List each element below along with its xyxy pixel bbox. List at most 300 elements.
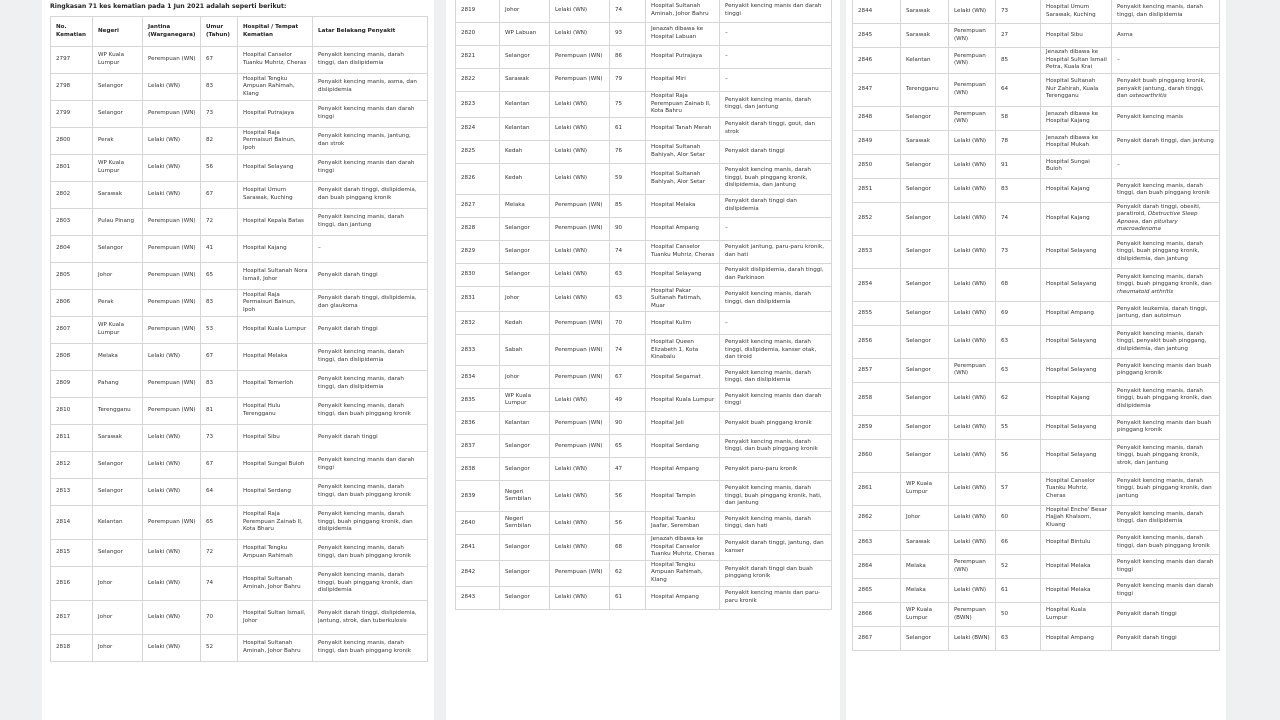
cell-age: 61 (996, 579, 1041, 603)
cell-hospital: Hospital Kajang (238, 236, 313, 263)
table-row (456, 194, 832, 217)
cell-background: Penyakit kencing manis, asma, dan dislipidemia (313, 74, 428, 101)
cell-age: 79 (610, 69, 646, 92)
table-row (51, 540, 428, 567)
cell-age: 74 (610, 0, 646, 23)
cell-hospital: Hospital Melaka (1041, 579, 1112, 603)
table-header-row (51, 17, 428, 47)
cell-gender: Lelaki (WN) (143, 635, 201, 662)
cell-state: Perak (93, 290, 143, 317)
table-row (853, 579, 1220, 603)
cell-state: Pahang (93, 371, 143, 398)
table-row (51, 344, 428, 371)
cell-age: 86 (610, 46, 646, 69)
cell-background: Penyakit kencing manis, darah tinggi, buah pinggang kronik, dislipidemia, dan jantung (1112, 235, 1220, 268)
cell-hospital: Hospital Raja Perempuan Zainab II, Kota Bahru (646, 92, 720, 118)
cell-hospital: Hospital Selayang (646, 263, 720, 286)
cell-age: 62 (996, 382, 1041, 415)
cell-state: Selangor (93, 101, 143, 128)
cell-no: 2863 (853, 531, 901, 555)
cell-background: Penyakit jantung, paru-paru kronik, dan hati (720, 240, 832, 263)
cell-gender: Lelaki (WN) (550, 140, 610, 163)
cell-background: Penyakit kencing manis dan buah pinggang kronik (1112, 358, 1220, 382)
cell-age: 58 (996, 106, 1041, 130)
cell-age: 67 (610, 366, 646, 389)
cell-gender: Perempuan (WN) (550, 69, 610, 92)
cell-gender: Lelaki (WN) (550, 481, 610, 512)
table-row (51, 74, 428, 101)
cell-hospital: Hospital Kulim (646, 312, 720, 335)
table-row (456, 458, 832, 481)
cell-state: Kelantan (93, 506, 143, 540)
cell-background: Penyakit kencing manis, darah tinggi, dan buah pinggang kronik (720, 435, 832, 458)
cell-background: Penyakit darah tinggi, obesiti, paratiroid, Obstructive Sleep Apnoea, dan pituitary macroadenoma (1112, 202, 1220, 235)
cell-state: Selangor (93, 540, 143, 567)
cell-hospital: Jenazah dibawa ke Hospital Labuan (646, 23, 720, 46)
cell-state: Selangor (901, 178, 949, 202)
cell-hospital: Hospital Selayang (1041, 439, 1112, 472)
cell-hospital: Hospital Kuala Lumpur (646, 389, 720, 412)
header-age: Umur (Tahun) (201, 17, 238, 47)
cell-gender: Perempuan (WN) (949, 24, 996, 48)
cell-no: 2858 (853, 382, 901, 415)
cell-gender: Perempuan (WN) (550, 412, 610, 435)
cell-gender: Lelaki (WN) (550, 117, 610, 140)
cell-no: 2812 (51, 452, 93, 479)
cell-no: 2830 (456, 263, 500, 286)
cell-state: Johor (901, 505, 949, 531)
cell-hospital: Hospital Tengku Ampuan Rahimah (238, 540, 313, 567)
table-row (456, 217, 832, 240)
cell-no: 2817 (51, 601, 93, 635)
table-row (456, 389, 832, 412)
cell-state: Sarawak (93, 425, 143, 452)
cell-hospital: Hospital Ampang (646, 217, 720, 240)
cell-age: 83 (201, 371, 238, 398)
cell-gender: Lelaki (WN) (949, 439, 996, 472)
table-row (51, 182, 428, 209)
cell-age: 90 (610, 412, 646, 435)
table-row (853, 472, 1220, 505)
cell-hospital: Hospital Sungai Buloh (238, 452, 313, 479)
header-background: Latar Belakang Penyakit (313, 17, 428, 47)
cell-gender: Lelaki (WN) (143, 452, 201, 479)
cell-no: 2841 (456, 535, 500, 561)
cell-gender: Perempuan (WN) (143, 236, 201, 263)
cell-no: 2826 (456, 163, 500, 194)
cell-gender: Lelaki (WN) (143, 479, 201, 506)
cell-hospital: Hospital Melaka (646, 194, 720, 217)
cell-state: Selangor (901, 627, 949, 651)
cell-gender: Lelaki (BWN) (949, 627, 996, 651)
cell-background: Penyakit kencing manis, darah tinggi, dan buah pinggang kronik (313, 398, 428, 425)
table-row (51, 290, 428, 317)
table-row (456, 23, 832, 46)
cell-state: Selangor (500, 458, 550, 481)
cell-background: Penyakit kencing manis, darah tinggi, dan buah pinggang kronik (1112, 178, 1220, 202)
cell-hospital: Hospital Sungai Buloh (1041, 154, 1112, 178)
cell-gender: Perempuan (WN) (550, 366, 610, 389)
cell-background: Penyakit darah tinggi (313, 425, 428, 452)
cell-no: 2844 (853, 0, 901, 24)
cell-background: – (720, 217, 832, 240)
cell-state: WP Labuan (500, 23, 550, 46)
cell-age: 63 (996, 627, 1041, 651)
cell-age: 72 (201, 209, 238, 236)
cell-age: 62 (610, 560, 646, 586)
cell-state: WP Kuala Lumpur (93, 317, 143, 344)
cell-hospital: Jenazah dibawa ke Hospital Mukah (1041, 130, 1112, 154)
cell-state: Selangor (500, 586, 550, 609)
cell-gender: Lelaki (WN) (949, 130, 996, 154)
cell-background: Penyakit kencing manis dan darah tinggi (1112, 555, 1220, 579)
cell-no: 2825 (456, 140, 500, 163)
header-no: No. Kematian (51, 17, 93, 47)
cell-background: Penyakit buah pinggang kronik, penyakit jantung, darah tinggi, dan osteoarthritis (1112, 73, 1220, 106)
cell-gender: Perempuan (WN) (143, 317, 201, 344)
cell-gender: Lelaki (WN) (143, 540, 201, 567)
cell-background: Penyakit kencing manis, darah tinggi, buah pinggang kronik, dan jantung (1112, 472, 1220, 505)
cell-hospital: Hospital Canselor Tuanku Muhriz, Cheras (1041, 472, 1112, 505)
cell-background: Penyakit kencing manis, darah tinggi, buah pinggang kronik, hati, dan jantung (720, 481, 832, 512)
cell-state: Sarawak (93, 182, 143, 209)
cell-age: 74 (996, 202, 1041, 235)
cell-hospital: Hospital Melaka (1041, 555, 1112, 579)
header-hospital: Hospital / Tempat Kematian (238, 17, 313, 47)
cell-no: 2850 (853, 154, 901, 178)
cell-background: – (720, 23, 832, 46)
cell-hospital: Hospital Tuanku Jaafar, Seremban (646, 512, 720, 535)
table-row (853, 603, 1220, 627)
cell-age: 70 (201, 601, 238, 635)
cell-background: Penyakit kencing manis dan darah tinggi (313, 452, 428, 479)
cell-age: 64 (996, 73, 1041, 106)
cell-gender: Lelaki (WN) (550, 512, 610, 535)
cell-background: – (720, 312, 832, 335)
cell-no: 2853 (853, 235, 901, 268)
table-row (456, 366, 832, 389)
cell-gender: Lelaki (WN) (949, 325, 996, 358)
cell-hospital: Hospital Bintulu (1041, 531, 1112, 555)
table-row (853, 202, 1220, 235)
cell-no: 2829 (456, 240, 500, 263)
cell-background: – (1112, 48, 1220, 74)
cell-background: – (1112, 154, 1220, 178)
cell-state: Sarawak (901, 130, 949, 154)
cell-background: Penyakit darah tinggi, dislipidemia, jantung, strok, dan tuberkulosis (313, 601, 428, 635)
cell-no: 2815 (51, 540, 93, 567)
cell-gender: Lelaki (WN) (143, 567, 201, 601)
table-row (51, 452, 428, 479)
cell-state: Selangor (901, 154, 949, 178)
cell-no: 2835 (456, 389, 500, 412)
cell-age: 82 (201, 128, 238, 155)
cell-state: WP Kuala Lumpur (500, 389, 550, 412)
cell-no: 2837 (456, 435, 500, 458)
cell-age: 65 (201, 506, 238, 540)
table-row (51, 47, 428, 74)
cell-age: 67 (201, 452, 238, 479)
cell-hospital: Hospital Umum Sarawak, Kuching (1041, 0, 1112, 24)
cell-age: 85 (610, 194, 646, 217)
cell-hospital: Hospital Selayang (1041, 268, 1112, 301)
cell-state: Selangor (901, 202, 949, 235)
cell-background: Penyakit kencing manis, darah tinggi, dan dislipidemia (313, 47, 428, 74)
cell-hospital: Hospital Queen Elizabeth 1, Kota Kinabalu (646, 335, 720, 366)
cell-hospital: Hospital Ampang (1041, 627, 1112, 651)
cell-state: Sarawak (901, 0, 949, 24)
cell-no: 2824 (456, 117, 500, 140)
cell-state: Selangor (93, 452, 143, 479)
cell-background: Penyakit kencing manis, darah tinggi, dan dislipidemia (313, 371, 428, 398)
cell-hospital: Hospital Ampang (646, 586, 720, 609)
cell-background: Penyakit leukemia, darah tinggi, jantung, dan autoimun (1112, 301, 1220, 325)
cell-state: WP Kuala Lumpur (901, 603, 949, 627)
cell-hospital: Hospital Melaka (238, 344, 313, 371)
table-row (51, 635, 428, 662)
cell-background: Asma (1112, 24, 1220, 48)
cell-hospital: Hospital Sultan Ismail, Johor (238, 601, 313, 635)
cell-gender: Perempuan (WN) (143, 101, 201, 128)
cell-no: 2848 (853, 106, 901, 130)
cell-state: Johor (500, 366, 550, 389)
table-row (456, 69, 832, 92)
cell-no: 2839 (456, 481, 500, 512)
cell-no: 2832 (456, 312, 500, 335)
cell-gender: Perempuan (WN) (143, 263, 201, 290)
cell-gender: Lelaki (WN) (949, 178, 996, 202)
cell-no: 2864 (853, 555, 901, 579)
table-row (853, 235, 1220, 268)
cell-hospital: Hospital Kuala Lumpur (1041, 603, 1112, 627)
cell-hospital: Hospital Sultanah Nora Ismail, Johor (238, 263, 313, 290)
table-row (51, 425, 428, 452)
cell-no: 2822 (456, 69, 500, 92)
cell-state: Johor (500, 286, 550, 312)
cell-hospital: Hospital Putrajaya (646, 46, 720, 69)
table-row (51, 567, 428, 601)
cell-age: 83 (201, 290, 238, 317)
cell-background: Penyakit kencing manis, darah tinggi, buah pinggang kronik, dan dislipidemia (313, 506, 428, 540)
table-row (51, 371, 428, 398)
cell-no: 2808 (51, 344, 93, 371)
cell-no: 2856 (853, 325, 901, 358)
cell-gender: Perempuan (WN) (143, 290, 201, 317)
cell-gender: Lelaki (WN) (949, 531, 996, 555)
cell-gender: Lelaki (WN) (949, 415, 996, 439)
table-row (456, 117, 832, 140)
cell-state: Kedah (500, 163, 550, 194)
cell-no: 2802 (51, 182, 93, 209)
cell-gender: Lelaki (WN) (143, 425, 201, 452)
cell-background: Penyakit kencing manis dan paru-paru kronik (720, 586, 832, 609)
table-row (853, 382, 1220, 415)
cell-hospital: Hospital Selayang (1041, 325, 1112, 358)
header-state: Negeri (93, 17, 143, 47)
cell-gender: Lelaki (WN) (550, 92, 610, 118)
cell-hospital: Hospital Ampang (646, 458, 720, 481)
cell-age: 61 (610, 586, 646, 609)
table-row (853, 178, 1220, 202)
cell-state: WP Kuala Lumpur (93, 47, 143, 74)
cell-state: Selangor (901, 439, 949, 472)
cell-age: 68 (610, 535, 646, 561)
cell-no: 2838 (456, 458, 500, 481)
table-row (853, 555, 1220, 579)
cell-no: 2800 (51, 128, 93, 155)
table-row (51, 209, 428, 236)
cell-age: 91 (996, 154, 1041, 178)
cell-gender: Lelaki (WN) (550, 535, 610, 561)
cell-hospital: Hospital Hulu Terengganu (238, 398, 313, 425)
cell-no: 2805 (51, 263, 93, 290)
cell-age: 68 (996, 268, 1041, 301)
table-row (456, 240, 832, 263)
cell-state: Selangor (901, 301, 949, 325)
cell-no: 2820 (456, 23, 500, 46)
table-row (51, 263, 428, 290)
cell-hospital: Hospital Canselor Tuanku Muhriz, Cheras (646, 240, 720, 263)
table-row (456, 263, 832, 286)
cell-gender: Perempuan (WN) (550, 217, 610, 240)
cell-age: 41 (201, 236, 238, 263)
cell-no: 2801 (51, 155, 93, 182)
cell-background: Penyakit kencing manis, jantung, dan strok (313, 128, 428, 155)
cell-gender: Lelaki (WN) (550, 389, 610, 412)
table-row (51, 601, 428, 635)
cell-hospital: Hospital Tampin (646, 481, 720, 512)
cell-gender: Perempuan (WN) (550, 335, 610, 366)
table-row (456, 412, 832, 435)
header-gender: Jantina (Warganegara) (143, 17, 201, 47)
table-row (853, 48, 1220, 74)
cell-state: Melaka (500, 194, 550, 217)
cell-background: Penyakit kencing manis, darah tinggi, penyakit buah pinggang, dislipidemia, dan jantung (1112, 325, 1220, 358)
cell-gender: Lelaki (WN) (949, 301, 996, 325)
cell-no: 2827 (456, 194, 500, 217)
cell-no: 2846 (853, 48, 901, 74)
table-row (51, 155, 428, 182)
cell-background: Penyakit kencing manis, darah tinggi, buah pinggang kronik, strok, dan jantung (1112, 439, 1220, 472)
cell-hospital: Hospital Ampang (1041, 301, 1112, 325)
cell-gender: Perempuan (WN) (550, 194, 610, 217)
table-row (853, 0, 1220, 24)
cell-age: 56 (610, 512, 646, 535)
cell-background: Penyakit kencing manis, darah tinggi, dan dislipidemia (720, 286, 832, 312)
cell-background: Penyakit darah tinggi (313, 317, 428, 344)
cell-hospital: Hospital Kajang (1041, 178, 1112, 202)
cell-hospital: Hospital Canselor Tuanku Muhriz, Cheras (238, 47, 313, 74)
cell-gender: Lelaki (WN) (949, 202, 996, 235)
cell-background: Penyakit kencing manis dan darah tinggi (720, 0, 832, 23)
cell-hospital: Hospital Umum Sarawak, Kuching (238, 182, 313, 209)
cell-no: 2854 (853, 268, 901, 301)
cell-background: Penyakit kencing manis, darah tinggi, buah pinggang kronik, dan rheumatoid arthritis (1112, 268, 1220, 301)
cell-background: Penyakit darah tinggi, gout, dan strok (720, 117, 832, 140)
cell-state: Selangor (901, 235, 949, 268)
cell-background: Penyakit kencing manis, darah tinggi, dan buah pinggang kronik (313, 540, 428, 567)
cell-gender: Lelaki (WN) (949, 0, 996, 24)
table-row (456, 586, 832, 609)
cell-gender: Lelaki (WN) (949, 154, 996, 178)
cell-age: 78 (996, 130, 1041, 154)
cell-no: 2816 (51, 567, 93, 601)
table-row (853, 301, 1220, 325)
cell-state: Sarawak (901, 24, 949, 48)
cell-hospital: Hospital Pakar Sultanah Fatimah, Muar (646, 286, 720, 312)
cell-state: Terengganu (93, 398, 143, 425)
cell-age: 69 (996, 301, 1041, 325)
cell-background: Penyakit kencing manis, darah tinggi, dan jantung (720, 92, 832, 118)
cell-age: 67 (201, 182, 238, 209)
cell-age: 59 (610, 163, 646, 194)
cell-state: Selangor (901, 382, 949, 415)
cell-state: Kedah (500, 312, 550, 335)
cell-state: WP Kuala Lumpur (901, 472, 949, 505)
cell-hospital: Hospital Enche' Besar Hajjah Khalsom, Kluang (1041, 505, 1112, 531)
cell-hospital: Hospital Sultanah Bahiyah, Alor Setar (646, 163, 720, 194)
cell-state: Kedah (500, 140, 550, 163)
table-row (853, 415, 1220, 439)
cell-state: Melaka (901, 579, 949, 603)
cell-state: Sarawak (901, 531, 949, 555)
cell-background: Penyakit kencing manis, darah tinggi, dan jantung (313, 209, 428, 236)
cell-age: 63 (610, 286, 646, 312)
cell-no: 2842 (456, 560, 500, 586)
table-row (853, 24, 1220, 48)
cell-background: Penyakit kencing manis, darah tinggi, dan buah pinggang kronik (1112, 531, 1220, 555)
cell-no: 2836 (456, 412, 500, 435)
cell-gender: Perempuan (WN) (550, 312, 610, 335)
cell-no: 2828 (456, 217, 500, 240)
cell-background: Penyakit kencing manis, darah tinggi, dan hati (720, 512, 832, 535)
table-row (456, 0, 832, 23)
table-row (51, 398, 428, 425)
cell-background: Penyakit kencing manis, darah tinggi, dan buah pinggang kronik (313, 635, 428, 662)
cell-age: 57 (996, 472, 1041, 505)
cell-hospital: Hospital Selayang (1041, 235, 1112, 268)
cell-age: 64 (201, 479, 238, 506)
page-column-3 (846, 0, 1226, 720)
cell-state: Kelantan (500, 92, 550, 118)
cell-background: Penyakit kencing manis dan darah tinggi (313, 101, 428, 128)
cell-no: 2859 (853, 415, 901, 439)
cell-gender: Lelaki (WN) (550, 586, 610, 609)
cell-state: Selangor (93, 236, 143, 263)
cell-state: Selangor (500, 217, 550, 240)
cell-no: 2860 (853, 439, 901, 472)
cell-age: 85 (996, 48, 1041, 74)
cell-no: 2843 (456, 586, 500, 609)
cell-hospital: Hospital Kajang (1041, 382, 1112, 415)
cell-gender: Lelaki (WN) (949, 579, 996, 603)
cell-state: Pulau Pinang (93, 209, 143, 236)
cell-gender: Lelaki (WN) (949, 268, 996, 301)
cell-background: Penyakit kencing manis, darah tinggi, dan buah pinggang kronik (313, 479, 428, 506)
cell-state: Selangor (901, 415, 949, 439)
cell-gender: Perempuan (WN) (143, 398, 201, 425)
cell-age: 63 (610, 263, 646, 286)
cell-age: 65 (201, 263, 238, 290)
cell-age: 63 (996, 358, 1041, 382)
cell-no: 2852 (853, 202, 901, 235)
cell-gender: Lelaki (WN) (143, 344, 201, 371)
cell-state: Kelantan (901, 48, 949, 74)
cell-no: 2866 (853, 603, 901, 627)
table-row (51, 101, 428, 128)
cell-hospital: Hospital Raja Permaisuri Bainun, Ipoh (238, 128, 313, 155)
cell-state: Selangor (500, 560, 550, 586)
